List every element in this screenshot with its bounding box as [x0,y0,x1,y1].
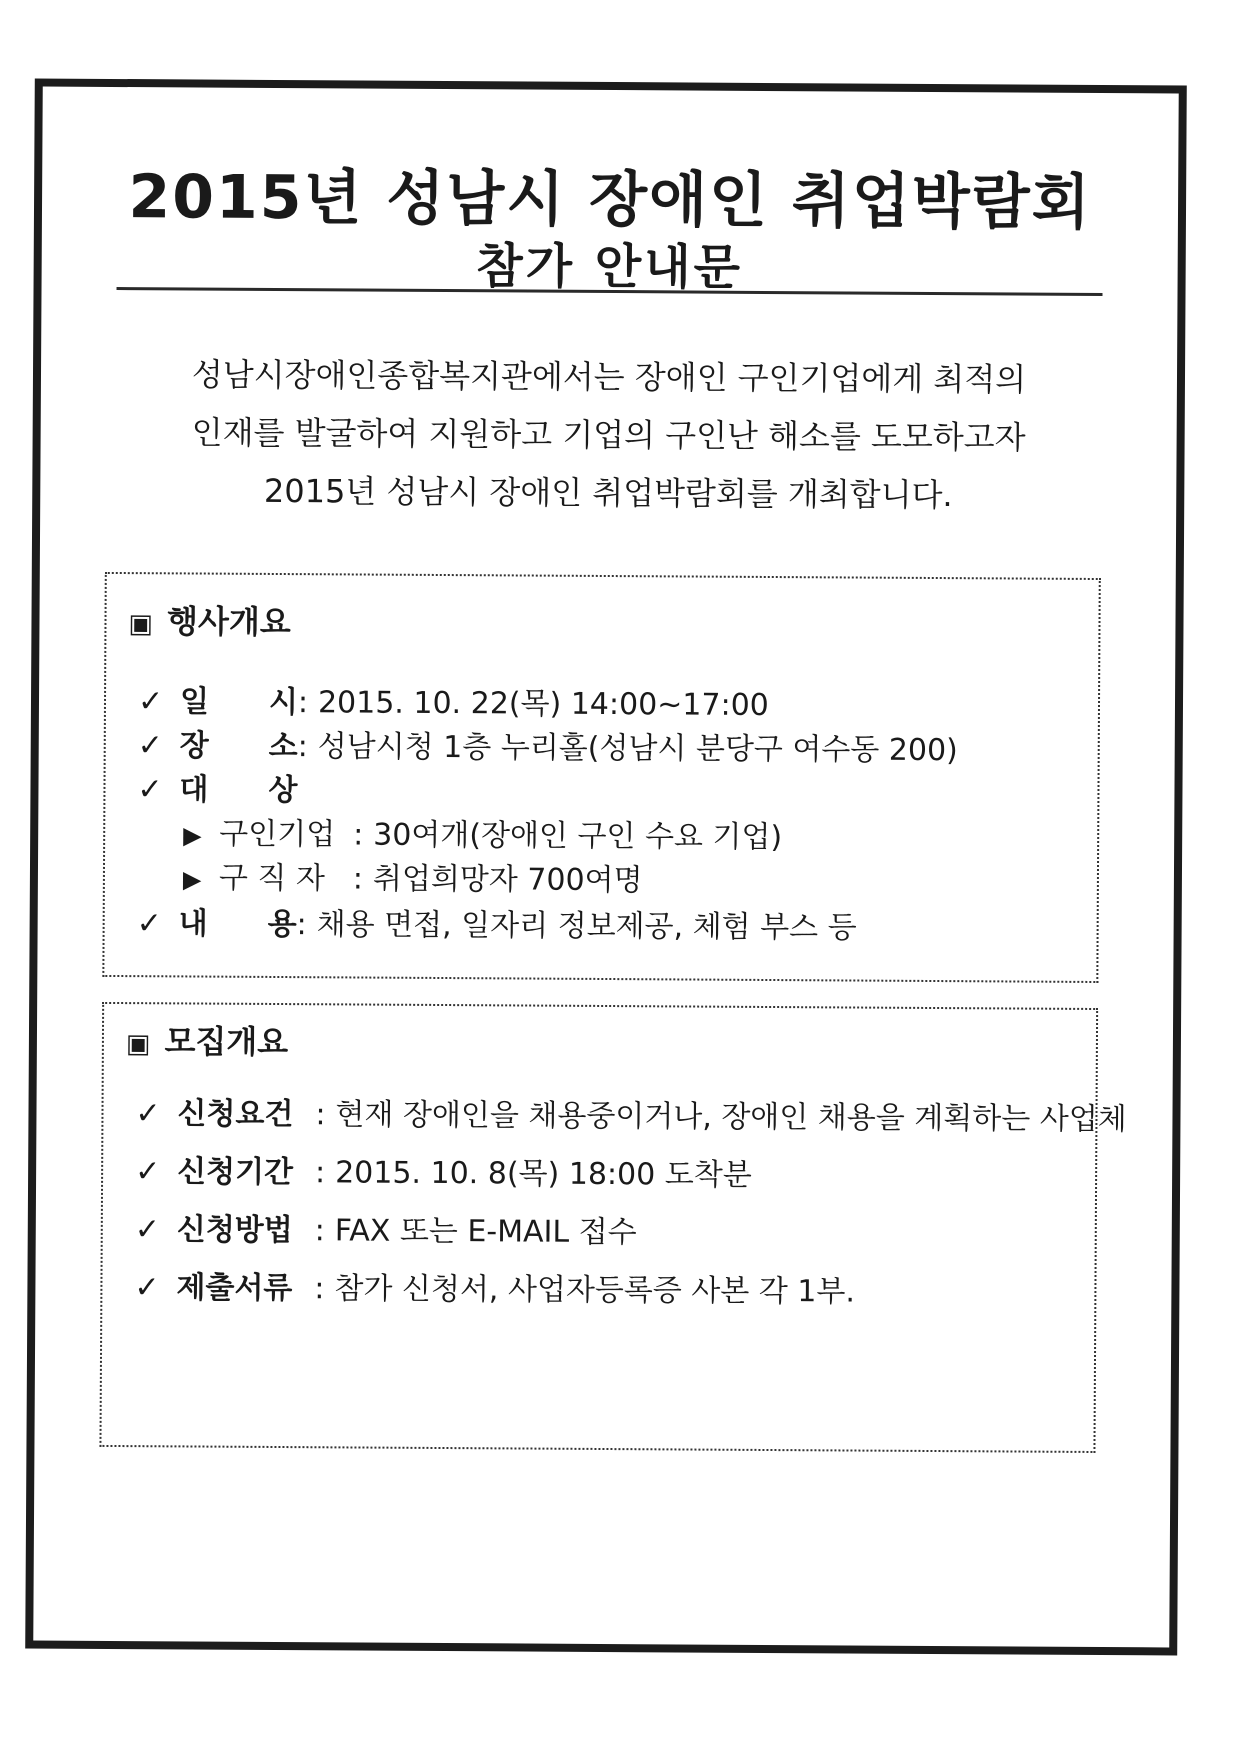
info-row-documents [134,1262,855,1310]
info-row-content [137,898,857,946]
info-row-date [138,676,769,724]
colon: : [315,1097,326,1133]
info-row-eligibility [135,1088,1127,1138]
row-value: 채용 면접, 일자리 정보제공, 체험 부스 등 [316,907,857,946]
sub-row-job-seekers [183,852,643,899]
triangle-bullet-icon: ▶ [183,821,202,850]
row-label: 대 상 [179,772,298,809]
event-overview-heading [128,596,291,643]
colon: : [314,1155,326,1191]
checkmark-icon: ✓ [137,728,163,764]
row-label: 신청요건 [177,1096,294,1133]
section-heading-text: 행사개요 [166,602,291,642]
row-value: 2015. 10. 22(목) 14:00~17:00 [317,685,769,723]
row-label: 장 소 [179,728,298,765]
sub-row-label: 구 직 자 [218,860,326,897]
colon: : [296,907,307,943]
document-frame [25,78,1187,1655]
row-label: 신청방법 [176,1212,293,1249]
row-value: 성남시청 1층 누리홀(성남시 분당구 여수동 200) [317,729,958,769]
checkmark-icon: ✓ [136,906,162,942]
section-heading-text: 모집개요 [164,1022,289,1062]
row-label: 제출서류 [176,1270,293,1307]
checkmark-icon: ✓ [134,1212,161,1248]
sub-row-value: 취업희망자 700여명 [372,861,643,899]
triangle-bullet-icon: ▶ [182,865,202,894]
colon: : [314,1213,325,1249]
info-row-method [135,1204,637,1251]
row-value: 현재 장애인을 채용중이거나, 장애인 채용을 계획하는 사업체 [335,1097,1127,1138]
colon: : [297,729,308,765]
checkmark-icon: ✓ [134,1270,160,1306]
intro-line: 2015년 성남시 장애인 취업박람회를 개최합니다. [263,471,953,515]
checkmark-icon: ✓ [137,684,164,720]
colon: : [352,861,364,897]
row-label: 일 시 [179,684,299,721]
row-value: 2015. 10. 8(목) 18:00 도착분 [335,1155,752,1193]
square-marker-icon: ▣ [125,1029,151,1060]
colon: : [314,1271,325,1307]
intro-line: 성남시장애인종합복지관에서는 장애인 구인기업에게 최적의 [191,355,1027,399]
event-overview-box [102,572,1100,983]
sub-row-label: 구인기업 [219,816,336,853]
row-label: 내 용 [178,906,297,943]
colon: : [353,817,364,853]
sub-row-value: 30여개(장애인 구인 수요 기업) [373,817,783,856]
info-row-place [138,720,958,769]
checkmark-icon: ✓ [137,772,163,808]
sub-row-companies [183,808,782,856]
intro-paragraph [100,345,1117,525]
document-title: 2015년 성남시 장애인 취업박람회 [128,162,1092,238]
recruitment-overview-box [99,1002,1127,1453]
checkmark-icon: ✓ [135,1096,161,1132]
intro-line: 인재를 발굴하여 지원하고 기업의 구인난 해소를 도모하고자 [191,413,1026,457]
info-row-period [135,1146,752,1194]
square-marker-icon: ▣ [128,609,154,640]
document-subtitle: 참가 안내문 [476,238,744,296]
info-row-target [137,764,298,809]
row-value: FAX 또는 E-MAIL 접수 [334,1213,637,1251]
checkmark-icon: ✓ [135,1154,161,1190]
row-value: 참가 신청서, 사업자등록증 사본 각 1부. [334,1271,856,1310]
colon: : [297,685,309,721]
recruitment-overview-heading [126,1016,289,1063]
row-label: 신청기간 [177,1154,294,1191]
